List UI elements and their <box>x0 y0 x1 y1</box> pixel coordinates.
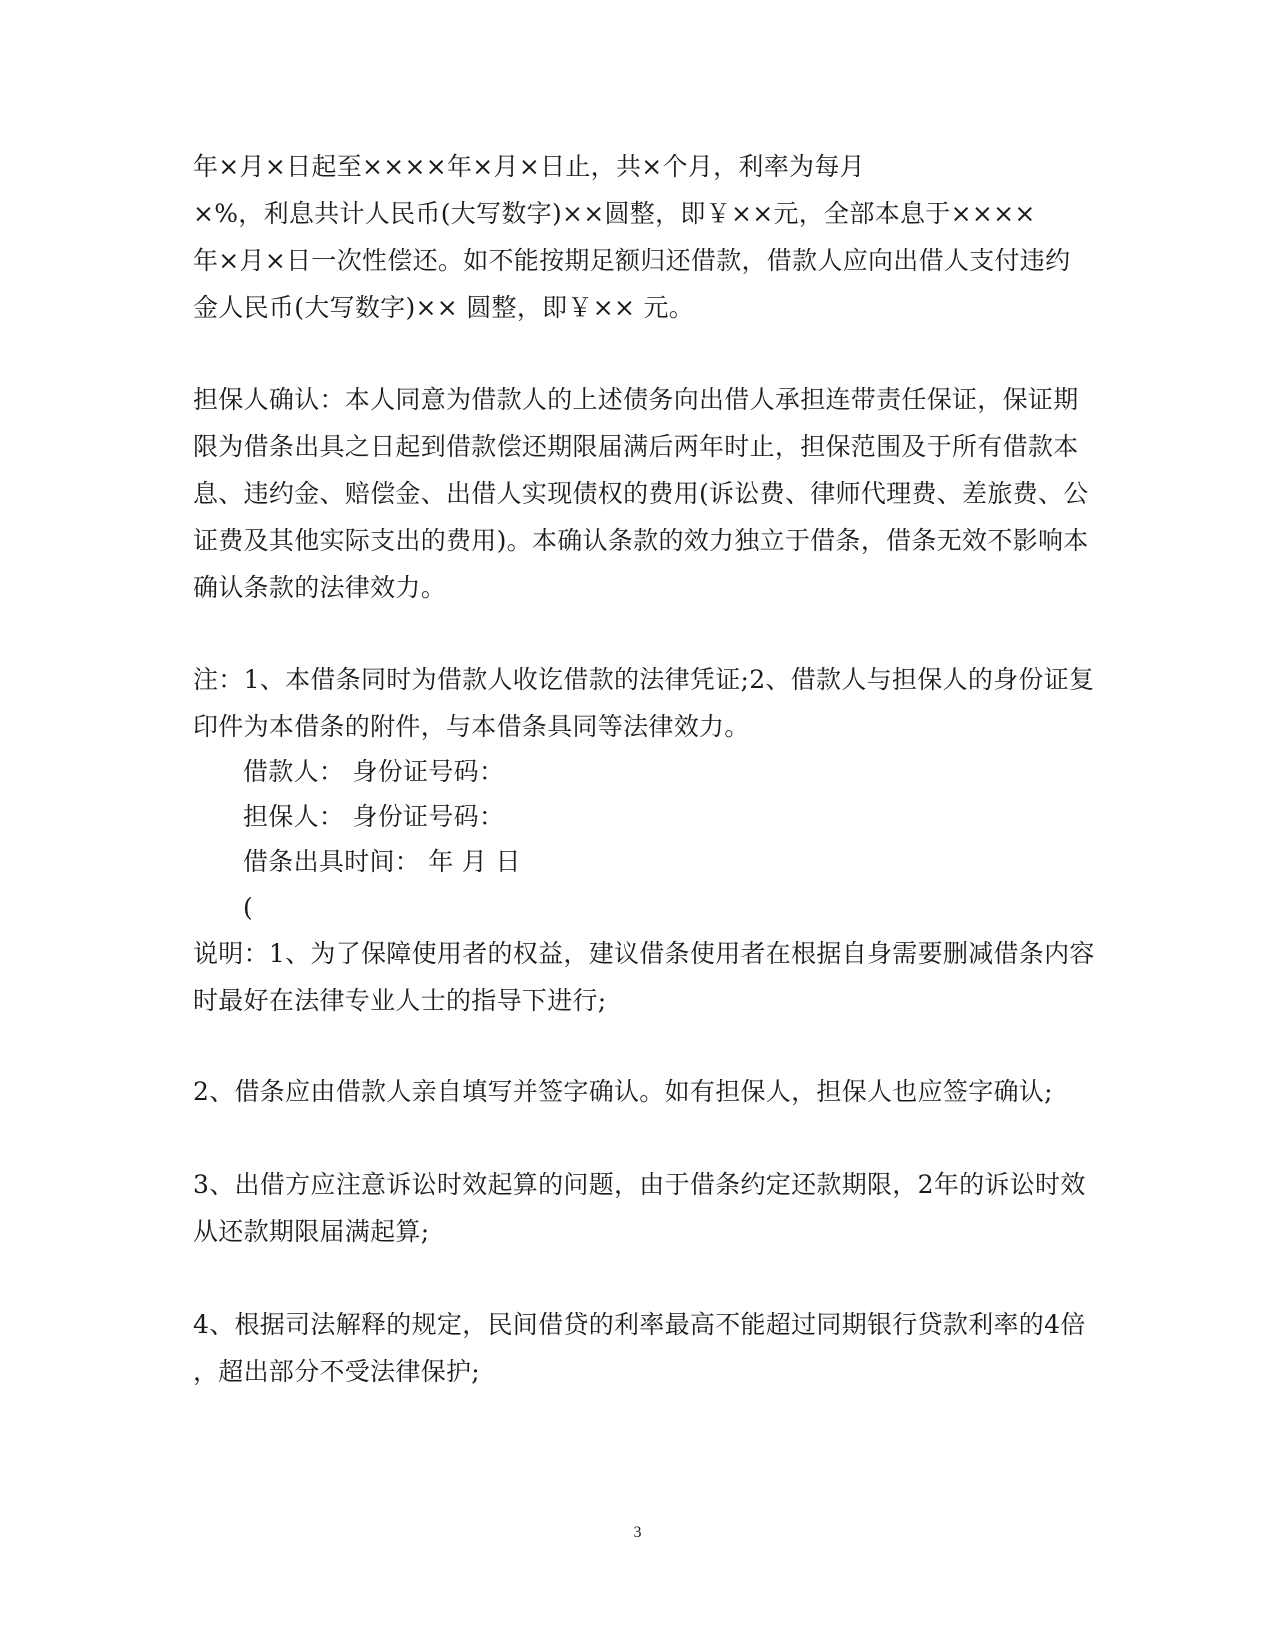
explanation-3-line-1: 3、出借方应注意诉讼时效起算的问题，由于借条约定还款期限，2年的诉讼时效 <box>193 1170 1086 1199</box>
page-number: 3 <box>633 1524 642 1541</box>
explanation-4-line-1: 4、根据司法解释的规定，民间借贷的利率最高不能超过同期银行贷款利率的4倍 <box>193 1310 1086 1339</box>
guarantor-confirmation-line-4: 证费及其他实际支出的费用)。本确认条款的效力独立于借条，借条无效不影响本 <box>193 526 1089 555</box>
issue-date-field: 借条出具时间： 年 月 日 <box>243 847 521 876</box>
explanation-4-line-2: ，超出部分不受法律保护; <box>193 1357 481 1386</box>
guarantor-confirmation-line-5: 确认条款的法律效力。 <box>193 573 447 602</box>
loan-terms-line-4: 金人民币(大写数字)×× 圆整，即￥×× 元。 <box>193 293 695 322</box>
loan-terms-line-3: 年×月×日一次性偿还。如不能按期足额归还借款，借款人应向出借人支付违约 <box>193 246 1071 275</box>
guarantor-confirmation-line-2: 限为借条出具之日起到借款偿还期限届满后两年时止，担保范围及于所有借款本 <box>193 432 1079 461</box>
note-line-1: 注：1、本借条同时为借款人收讫借款的法律凭证;2、借款人与担保人的身份证复 <box>193 665 1095 694</box>
guarantor-confirmation-line-1: 担保人确认：本人同意为借款人的上述债务向出借人承担连带责任保证，保证期 <box>193 385 1079 414</box>
guarantor-confirmation-line-3: 息、违约金、赔偿金、出借人实现债权的费用(诉讼费、律师代理费、差旅费、公 <box>193 479 1089 508</box>
note-line-2: 印件为本借条的附件，与本借条具同等法律效力。 <box>193 712 750 741</box>
explanation-3-line-2: 从还款期限届满起算; <box>193 1217 430 1246</box>
loan-terms-line-2: ×%，利息共计人民币(大写数字)××圆整，即￥××元，全部本息于×××× <box>193 199 1036 228</box>
loan-terms-line-1: 年×月×日起至××××年×月×日止，共×个月，利率为每月 <box>193 152 865 181</box>
explanation-1-line-1: 说明：1、为了保障使用者的权益，建议借条使用者在根据自身需要删减借条内容 <box>193 939 1095 968</box>
borrower-signature-field: 借款人： 身份证号码： <box>243 757 505 786</box>
explanation-2-line-1: 2、借条应由借款人亲自填写并签字确认。如有担保人，担保人也应签字确认; <box>193 1077 1053 1106</box>
guarantor-signature-field: 担保人： 身份证号码： <box>243 802 505 831</box>
open-bracket: ( <box>243 893 254 922</box>
explanation-1-line-2: 时最好在法律专业人士的指导下进行; <box>193 986 607 1015</box>
